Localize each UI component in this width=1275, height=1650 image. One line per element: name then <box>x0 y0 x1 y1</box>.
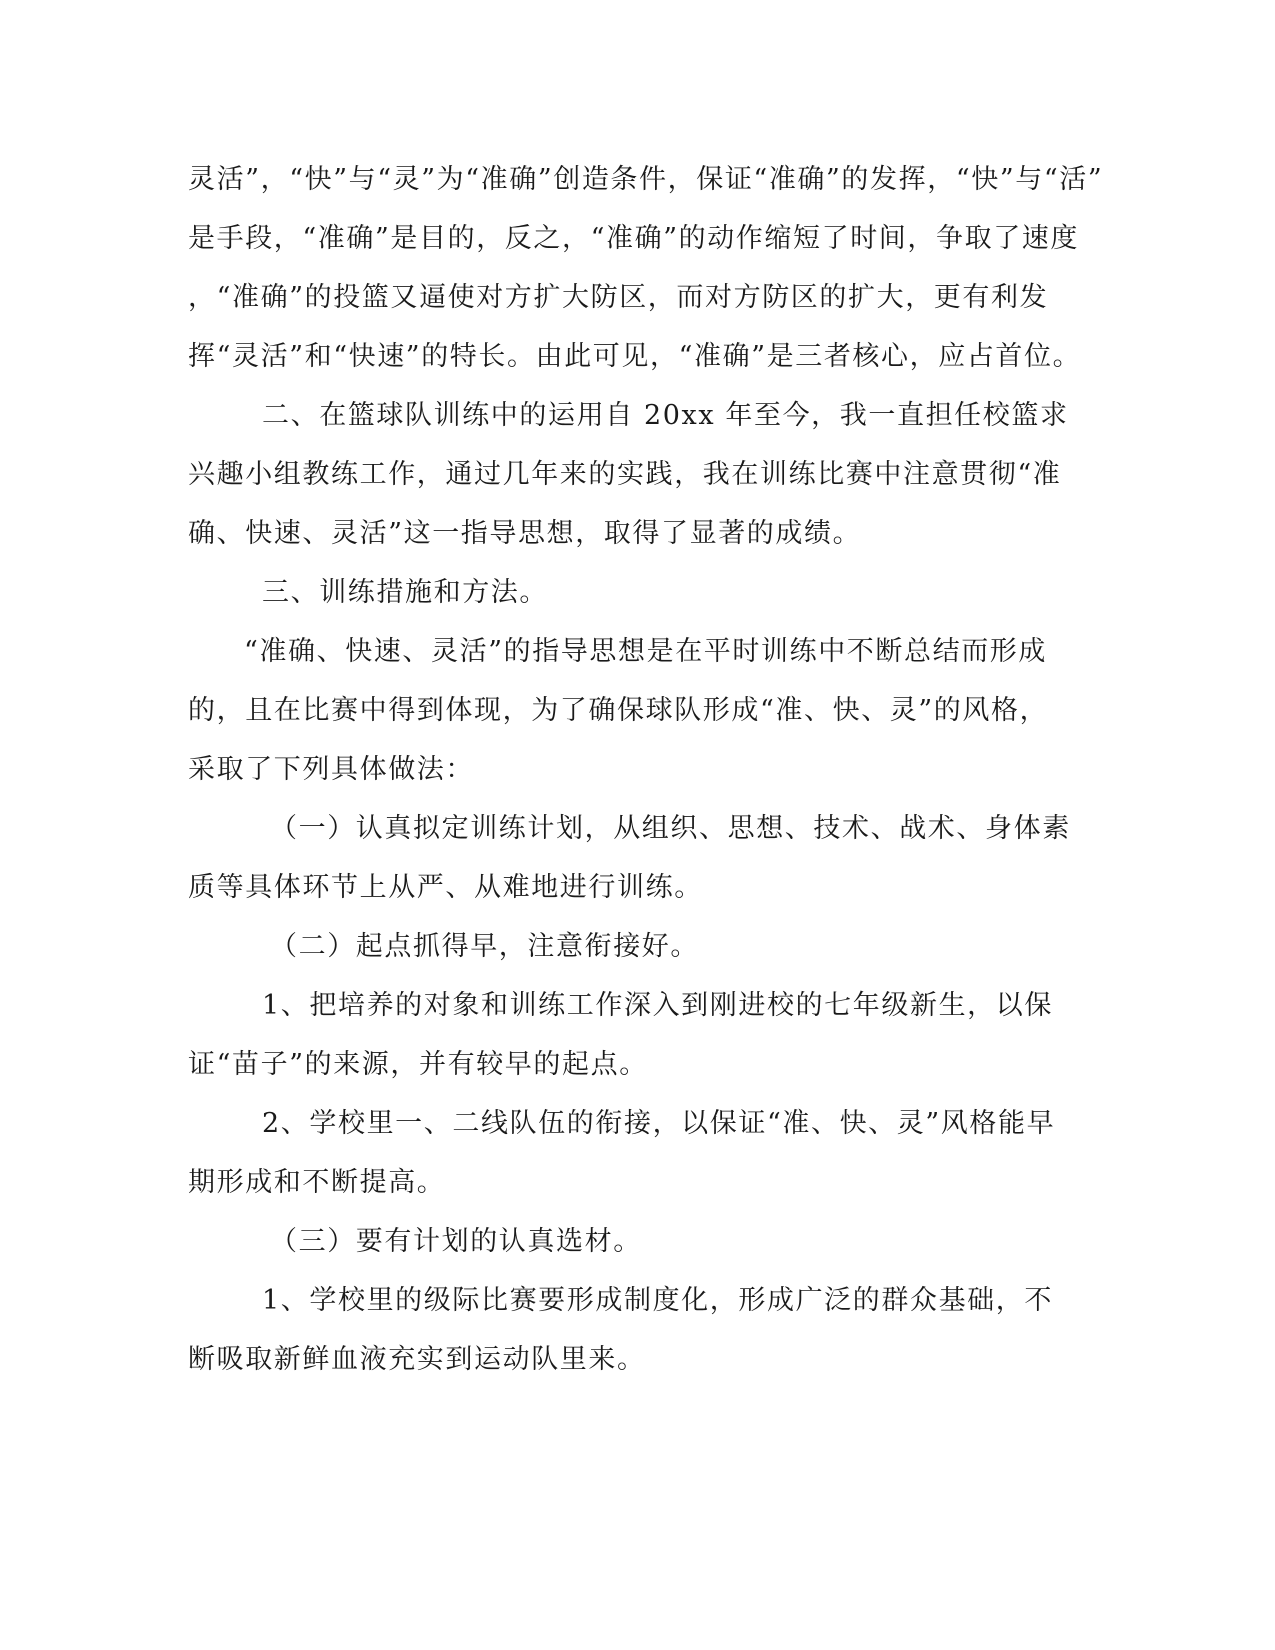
paragraph-line: “准确、快速、灵活”的指导思想是在平时训练中不断总结而形成 <box>244 636 1048 667</box>
paragraph-line: 兴趣小组教练工作，通过几年来的实践，我在训练比赛中注意贯彻“准 <box>188 459 1062 490</box>
paragraph-line: ，“准确”的投篮又逼使对方扩大防区，而对方防区的扩大，更有利发 <box>188 282 1049 313</box>
list-item-line: 1、学校里的级际比赛要形成制度化，形成广泛的群众基础，不 <box>262 1285 1053 1316</box>
paragraph-line: 质等具体环节上从严、从难地进行训练。 <box>188 872 703 903</box>
subsection-heading-line: （三）要有计划的认真选材。 <box>270 1226 642 1257</box>
section-heading-line: 二、在篮球队训练中的运用自 20xx 年至今，我一直担任校篮求 <box>262 400 1069 431</box>
paragraph-line: 断吸取新鲜血液充实到运动队里来。 <box>188 1344 646 1375</box>
paragraph-line: 灵活”，“快”与“灵”为“准确”创造条件，保证“准确”的发挥，“快”与“活” <box>188 164 1104 195</box>
paragraph-line: 是手段，“准确”是目的，反之，“准确”的动作缩短了时间，争取了速度 <box>188 223 1080 254</box>
paragraph-line: 挥“灵活”和“快速”的特长。由此可见，“准确”是三者核心，应占首位。 <box>188 341 1082 372</box>
subsection-heading-line: （一）认真拟定训练计划，从组织、思想、技术、战术、身体素 <box>270 813 1071 844</box>
paragraph-line: 确、快速、灵活”这一指导思想，取得了显著的成绩。 <box>188 518 862 549</box>
paragraph-line: 采取了下列具体做法： <box>188 754 474 785</box>
list-item-line: 1、把培养的对象和训练工作深入到刚进校的七年级新生，以保 <box>262 990 1053 1021</box>
section-heading-line: 三、训练措施和方法。 <box>262 577 548 608</box>
paragraph-line: 期形成和不断提高。 <box>188 1167 446 1198</box>
subsection-heading-line: （二）起点抓得早，注意衔接好。 <box>270 931 699 962</box>
paragraph-line: 的，且在比赛中得到体现，为了确保球队形成“准、快、灵”的风格， <box>188 695 1049 726</box>
list-item-line: 2、学校里一、二线队伍的衔接，以保证“准、快、灵”风格能早 <box>262 1108 1056 1139</box>
paragraph-line: 证“苗子”的来源，并有较早的起点。 <box>188 1049 648 1080</box>
